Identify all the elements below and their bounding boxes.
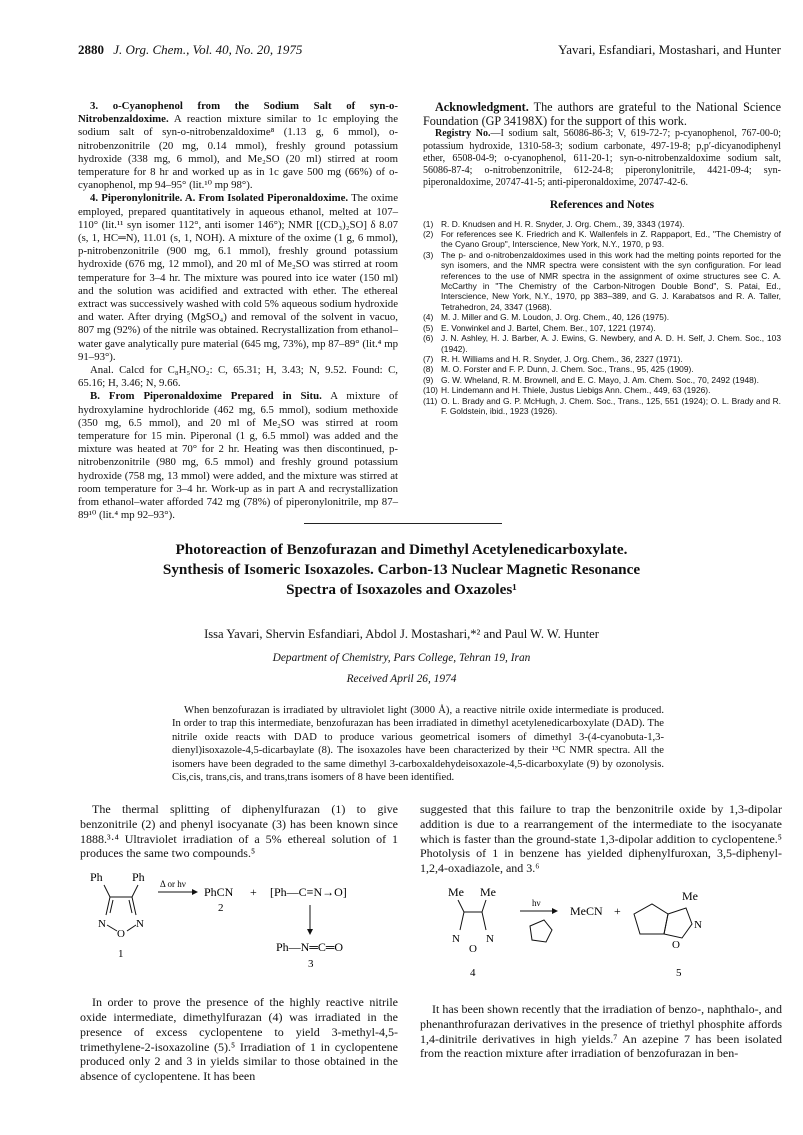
- reference-number: (3): [423, 249, 434, 260]
- reference-number: (10): [423, 385, 438, 396]
- article-divider: [304, 523, 502, 524]
- reference-item: [423, 219, 781, 229]
- double-bond: [110, 900, 113, 913]
- reference-item: [423, 312, 781, 322]
- body-paragraph: The thermal splitting of diphenylfurazan (1) to give benzonitrile (2) and phenyl isocyanate (3) has been known since 1888.³·⁴ Ultraviolet irradiation of a 5% ethereal solution of 1 produces the same two compounds.⁵: [80, 802, 398, 861]
- methyl-label: Me: [448, 884, 464, 899]
- ring-atom: N: [486, 932, 494, 945]
- journal-citation: J. Org. Chem., Vol. 40, No. 20, 1975: [113, 42, 303, 57]
- reference-item: [423, 385, 781, 395]
- experimental-column: [78, 100, 398, 523]
- reference-item: [423, 364, 781, 374]
- compound-number: 5: [676, 966, 682, 979]
- reference-text: O. L. Brady and G. P. McHugh, J. Chem. Soc., Trans., 125, 551 (1924); O. L. Brady and R. F. Goldstein, ibid., 1923 (1926).: [441, 395, 781, 416]
- body-paragraph: suggested that this failure to trap the benzonitrile oxide by 1,3-dipolar addition is due to a rearrangement of the intermediate to the isocyanate which is faster than the ground-state 1,3-dipolar addition to cyclopentene.⁵ Photolysis of 1 in benzene has yielded diphenylfuroxan, 3,5-diphenyl-1,2,4-oxadiazole, and 3.⁶: [420, 802, 782, 876]
- ring-atom: N: [136, 918, 144, 931]
- reference-item: [423, 333, 781, 354]
- bond: [458, 900, 464, 912]
- title-line: Photoreaction of Benzofurazan and Dimethyl Acetylenedicarboxylate.: [175, 541, 628, 558]
- title-line: Synthesis of Isomeric Isoxazoles. Carbon-13 Nuclear Magnetic Resonance: [162, 561, 641, 578]
- compound-number: 1: [118, 948, 124, 961]
- bond: [132, 885, 138, 897]
- ring-atom: O: [672, 938, 680, 951]
- isoxazoline-ring: [664, 908, 692, 938]
- reference-number: (7): [423, 353, 434, 364]
- bond: [482, 900, 486, 912]
- reference-text: For references see K. Friedrich and K. Wallenfels in Z. Rappaport, Ed., "The Chemistry of the Cyano Group", Interscience, New York, N.Y., 1970, p 93.: [441, 229, 781, 250]
- reference-text: R. H. Williams and H. R. Snyder, J. Org. Chem., 36, 2327 (1971).: [441, 353, 683, 364]
- compound-number: 4: [470, 966, 476, 979]
- cyclopentene-icon: [530, 920, 552, 942]
- acknowledgment: [423, 100, 781, 128]
- phenyl-label: Ph: [132, 870, 145, 885]
- references-heading: References and Notes: [549, 199, 655, 212]
- acknowledgment-heading: Acknowledgment.: [435, 100, 529, 114]
- arrow-head: [552, 908, 558, 914]
- received-date: Received April 26, 1974: [346, 673, 457, 685]
- reference-item: [423, 250, 781, 312]
- registry-heading: Registry No.: [435, 128, 491, 140]
- affiliation: Department of Chemistry, Pars College, Tehran 19, Iran: [272, 652, 531, 664]
- reference-text: J. N. Ashley, H. J. Barber, A. J. Ewins, G. Newbery, and A. D. H. Self, J. Chem. Soc., 103 (1942).: [441, 333, 781, 354]
- section-heading: B. From Piperonaldoxime Prepared in Situ.: [90, 390, 322, 403]
- references-list: [423, 219, 781, 417]
- paragraph-text: A reaction mixture similar to 1c employing the sodium salt of syn-o-nitrobenzaldoxime⁸ (1.13 g, 6 mmol), o-nitrobenzonitrile (20 mg, 0.14 mmol), freshly ground potassium hydroxide (338 mg, 6 mmol), and Me₂SO (20 ml) stirred at room temperature for 8 hr and worked up as in 1c gave 500 mg (66%) of o-cyanophenol, mp 94–95° (lit.¹⁰ mp 98°).: [78, 113, 398, 192]
- plus-sign: +: [250, 885, 257, 900]
- reference-number: (5): [423, 322, 434, 333]
- reference-number: (2): [423, 229, 434, 240]
- scheme-1: [80, 867, 398, 987]
- bond: [107, 925, 117, 931]
- double-bond: [129, 900, 132, 913]
- reference-item: [423, 229, 781, 250]
- header-left: [78, 42, 302, 58]
- article-title: [70, 540, 733, 600]
- reference-number: (1): [423, 218, 434, 229]
- experimental-paragraph: [78, 100, 398, 192]
- reference-text: The p- and o-nitrobenzaldoximes used in this work had the melting points reported for the syn isomers, and the NMR spectra were consistent with the syn configuration. For lead references to the use of NMR spectra in the assignment of oxime structures see C. A. McCarthy in "The Chemistry of the Carbon-Nitrogen Double Bond", S. Patai, Ed., Interscience, New York, N.Y., 1970, pp 383–389, and G. J. Karabatsos and R. A. Taller, Tetrahedron, 24, 3347 (1968).: [441, 249, 781, 312]
- bond: [132, 897, 136, 915]
- ring-atom: N: [452, 932, 460, 945]
- reference-text: H. Lindemann and H. Thiele, Justus Liebigs Ann. Chem., 449, 63 (1926).: [441, 385, 711, 396]
- experimental-paragraph: [78, 192, 398, 364]
- ring-atom: O: [469, 942, 477, 955]
- acknowledgment-text: The authors are grateful to the National Science Foundation (GP 34198X) for the support of this work.: [423, 100, 781, 129]
- compound-number: 3: [308, 958, 314, 971]
- methyl-label: Me: [480, 884, 496, 899]
- registry-numbers: [423, 128, 781, 189]
- product-formula: MeCN: [570, 903, 603, 918]
- backmatter-column: [423, 100, 781, 416]
- bond: [104, 885, 110, 897]
- arrow-head: [307, 929, 313, 935]
- reference-item: [423, 354, 781, 364]
- product-formula: PhCN: [204, 885, 234, 900]
- reference-item: [423, 375, 781, 385]
- product-formula: Ph—N═C═O: [276, 940, 344, 955]
- experimental-paragraph: [78, 390, 398, 522]
- reference-number: (4): [423, 312, 434, 323]
- reference-text: M. J. Miller and G. M. Loudon, J. Org. Chem., 40, 126 (1975).: [441, 312, 670, 323]
- body-right-column: [420, 802, 782, 1061]
- reference-number: (8): [423, 364, 434, 375]
- ring-atom: N: [694, 918, 702, 931]
- scheme-2: [420, 880, 782, 990]
- paragraph-text: The oxime employed, prepared quantitatively in aqueous ethanol, melted at 107–110° (lit.¹¹ syn isomer 112°, anti isomer 146°); NMR [(CD₃)₂SO] δ 8.07 (s, 1, HC═N), 11.01 (s, 1, NOH). A mixture of the oxime (1 g, 6 mmol), p-nitrobenzonitrile (900 mg, 6.1 mmol), freshly ground potassium hydroxide (676 mg, 12 mmol), and 20 ml of Me₂SO was stirred at room temperature for 3–4 hr. The mixture was poured into ice water (150 ml) and the solution was acidified and extracted with ether. The ethereal extract was successively washed with cold 5% aqueous sodium hydroxide and water. After drying (MgSO₄) and removal of the solvent in vacuo, 807 mg (92%) of the nitrile was obtained. Recrystallization from ethanol–water gave analytically pure material (645 mg, 73%), mp 87–89° (lit.⁴ mp 91–93°).: [78, 192, 398, 363]
- arrow-head: [192, 889, 198, 895]
- analysis-paragraph: Anal. Calcd for C₈H₅NO₂: C, 65.31; H, 3.43; N, 9.52. Found: C, 65.16; H, 3.46; N, 9.66.: [78, 364, 398, 390]
- registry-text: —I sodium salt, 56086-86-3; V, 619-72-7; p-cyanophenol, 767-00-0; potassium hydroxide, 1310-58-3; sodium carbonate, 497-19-8; p,p′-dicyanodiphenyl ether, 6508-04-9; o-cyanophenol, 611-20-1; syn-o-nitrobenzaldoxime sodium salt, 56086-87-4; o-nitrobenzonitrile, 612-24-8; piperonylonitrile, 4421-09-4; syn-piperonaldoxime, 20747-41-5; anti-piperonaldoxime, 20747-42-6.: [423, 128, 781, 189]
- reference-text: R. D. Knudsen and H. R. Snyder, J. Org. Chem., 39, 3343 (1974).: [441, 218, 685, 229]
- paragraph-text: A mixture of hydroxylamine hydrochloride (462 mg, 6.5 mmol), sodium methoxide (350 mg, 6.5 mmol), and 20 ml of Me₂SO was stirred at room temperature for 15 min. Piperonal (1 g, 6.5 mmol) was added and the mixture was heated at 70° for 2 hr. Heating was then discontinued, p-nitrobenzonitrile (980 mg, 6.5 mmol) and freshly ground potassium hydroxide (758 mg, 13 mmol) were added, and the mixture was stirred at room temperature for 3–4 hr. Work-up as in part A and recrystallization from ethanol–water afforded 742 mg (78%) of piperonylonitrile, mp 87–89¹⁰ (lit.⁴ mp 92–93°).: [78, 390, 398, 522]
- ring-atom: N: [98, 918, 106, 931]
- cyclopentane-ring: [634, 904, 668, 934]
- section-heading: 4. Piperonylonitrile. A. From Isolated Piperonaldoxime.: [90, 192, 349, 205]
- page-number: 2880: [78, 42, 104, 57]
- article-authors: Issa Yavari, Shervin Esfandiari, Abdol J. Mostashari,*² and Paul W. W. Hunter: [204, 627, 599, 641]
- phenyl-label: Ph: [90, 870, 103, 885]
- reference-item: [423, 323, 781, 333]
- bond: [127, 925, 136, 931]
- intermediate-formula: [Ph—C≡N→O]: [270, 885, 347, 900]
- bond: [460, 912, 464, 930]
- reference-text: E. Vonwinkel and J. Bartel, Chem. Ber., 107, 1221 (1974).: [441, 322, 656, 333]
- body-paragraph: In order to prove the presence of the highly reactive nitrile oxide intermediate, dimethylfurazan (4) was irradiated in the presence of excess cyclopentene to yield 3-methyl-4,5-trimethylene-2-isoxazoline (5).⁵ Irradiation of 1 in cyclopentene produced only 2 and 3 in yields similar to those obtained in the absence of cyclopentene. It has been: [80, 995, 398, 1084]
- reference-text: G. W. Wheland, R. M. Brownell, and E. C. Mayo, J. Am. Chem. Soc., 70, 2492 (1948).: [441, 374, 759, 385]
- arrow-label: hν: [532, 897, 541, 908]
- reference-text: M. O. Forster and F. P. Dunn, J. Chem. Soc., Trans., 95, 425 (1909).: [441, 364, 694, 375]
- title-line: Spectra of Isoxazoles and Oxazoles¹: [286, 581, 517, 598]
- plus-sign: +: [614, 903, 621, 918]
- abstract: When benzofurazan is irradiated by ultraviolet light (3000 Å), a reactive nitrile oxide intermediate is produced. In order to trap this intermediate, benzofurazan has been irradiated in dimethyl acetylenedicarboxylate (DAD). The nitrile oxide reacts with DAD to produce various geometrical isomers of dimethyl 3-(4-cyanobuta-1,3-dienyl)isoxazole-4,5-dicarbaylate (8). The isoxazoles have been characterized by their ¹³C NMR spectra. All the isomers have been degraded to the same dimethyl 3-carboxaldehydeisoxazole-4,5-dicarboxylate (9) by ozonolysis. Cis,cis, trans,cis, and trans,trans isomers of 8 have been identified.: [172, 705, 664, 784]
- reference-number: (11): [423, 395, 438, 406]
- arrow-label: Δ or hν: [160, 879, 186, 890]
- body-paragraph: It has been shown recently that the irradiation of benzo-, naphthalo-, and phenanthrofurazan derivatives in the presence of triethyl phosphite affords 1,4-dinitrile derivatives in high yields.⁷ An azepine 7 has been isolated from the reaction mixture after irradiation of benzofurazan in ben-: [420, 1001, 782, 1061]
- compound-number: 2: [218, 902, 224, 915]
- bond: [106, 897, 110, 915]
- bond: [482, 912, 486, 930]
- ring-atom: O: [117, 928, 125, 941]
- running-header: [78, 42, 781, 60]
- reference-item: [423, 396, 781, 417]
- reference-number: (6): [423, 333, 434, 344]
- running-authors: Yavari, Esfandiari, Mostashari, and Hunter: [558, 42, 781, 57]
- section-heading: 3. o-Cyanophenol from the Sodium Salt of syn-o-Nitrobenzaldoxime.: [78, 100, 398, 126]
- methyl-label: Me: [682, 888, 698, 903]
- reference-number: (9): [423, 374, 434, 385]
- body-left-column: [80, 802, 398, 1084]
